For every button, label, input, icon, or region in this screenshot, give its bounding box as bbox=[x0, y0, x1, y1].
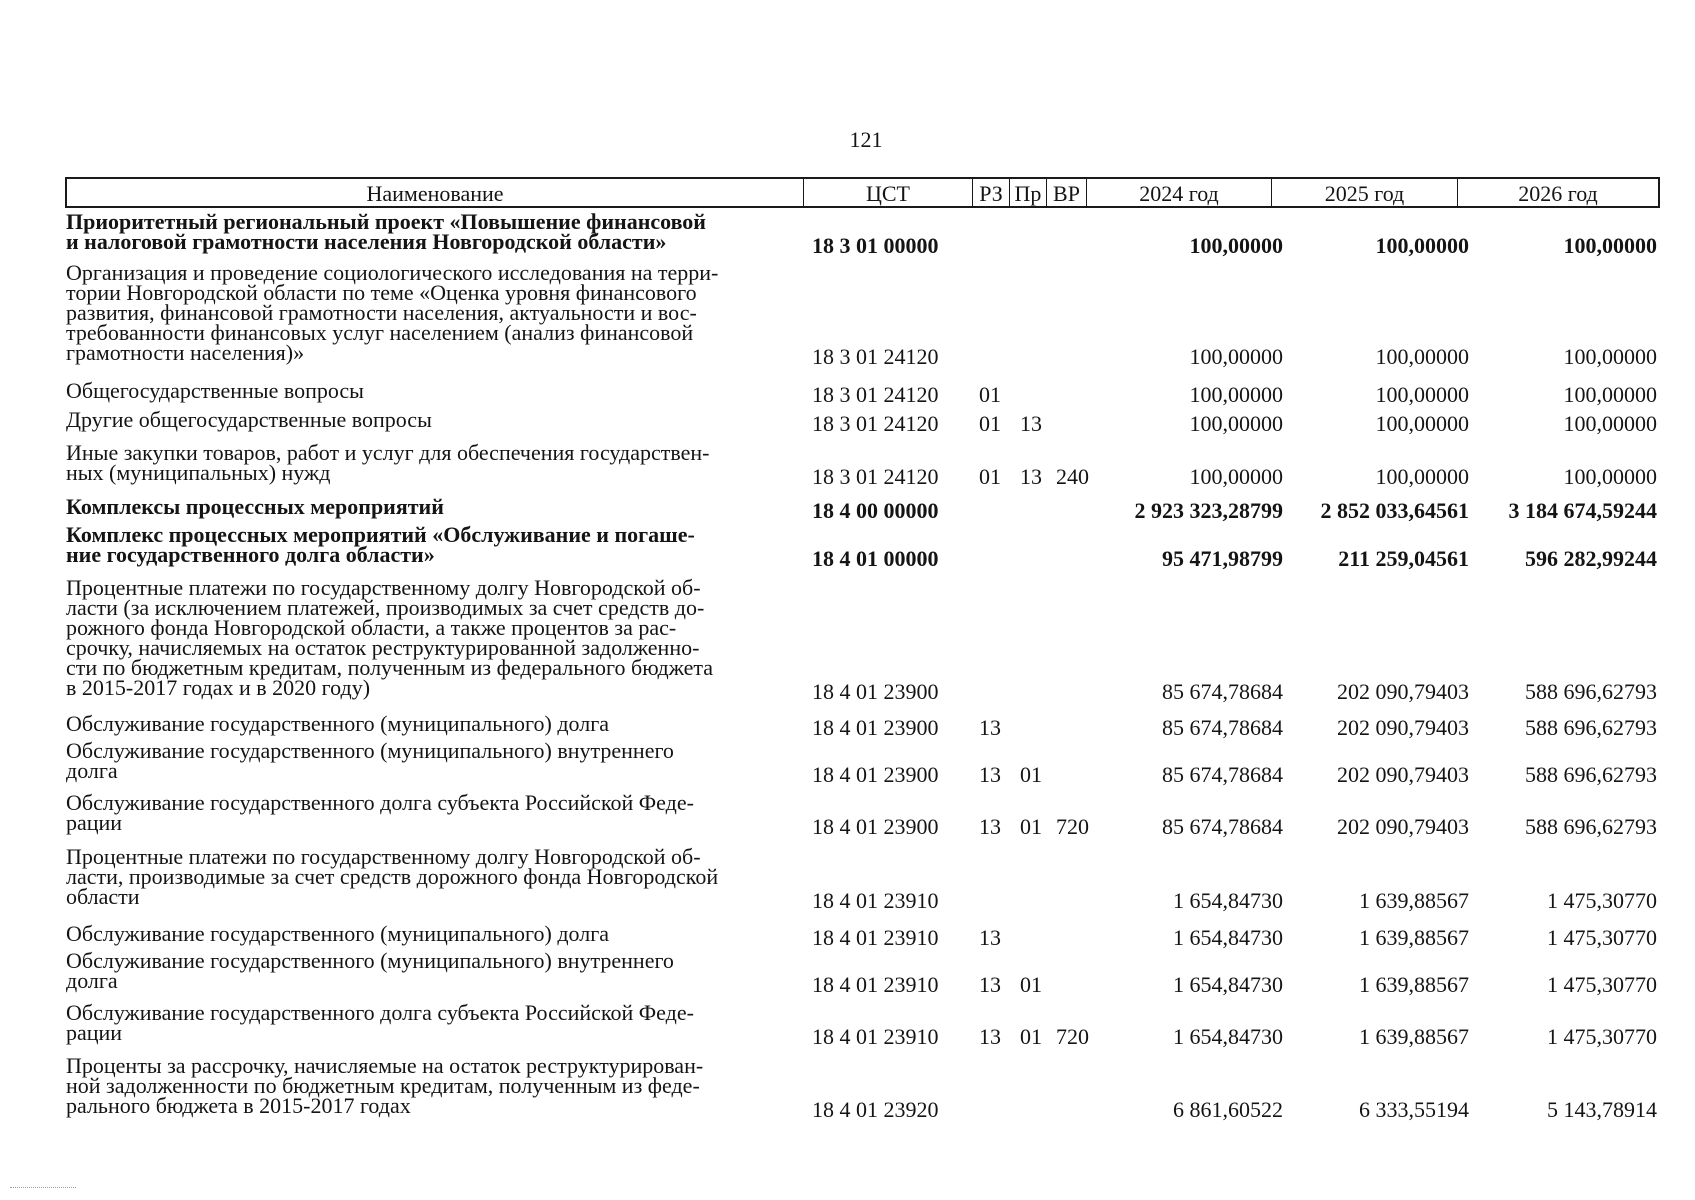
row-value-2026: 1 475,30770 bbox=[1547, 972, 1657, 997]
row-cst: 18 4 01 00000 bbox=[812, 546, 939, 571]
row-value-2025: 202 090,79403 bbox=[1337, 715, 1469, 740]
row-name-line: Общегосударственные вопросы bbox=[66, 378, 364, 403]
row-value-2026: 100,00000 bbox=[1563, 382, 1657, 407]
row-name-line: сти по бюджетным кредитам, полученным из федерального бюджета bbox=[66, 655, 714, 680]
row-value-2025: 211 259,04561 bbox=[1338, 546, 1469, 571]
row-name-line: в 2015-2017 годах и в 2020 году) bbox=[66, 675, 371, 700]
row-name-line: Организация и проведение социологического исследования на терри- bbox=[66, 260, 719, 285]
row-name-line: долга bbox=[66, 968, 118, 993]
row-name-line: развития, финансовой грамотности населения, актуальности и вос- bbox=[66, 300, 697, 325]
row-value-2024: 1 654,84730 bbox=[1173, 1024, 1283, 1049]
row-name-line: Процентные платежи по государственному долгу Новгородской об- bbox=[66, 575, 701, 600]
row-name-line: грамотности населения)» bbox=[66, 340, 305, 365]
row-rz: 13 bbox=[979, 762, 1001, 787]
row-rz: 13 bbox=[979, 715, 1001, 740]
row-value-2026: 1 475,30770 bbox=[1547, 1024, 1657, 1049]
row-pr: 01 bbox=[1020, 814, 1042, 839]
row-value-2024: 85 674,78684 bbox=[1162, 715, 1283, 740]
row-name-line: области bbox=[66, 884, 140, 909]
row-name bbox=[66, 1053, 806, 1118]
row-value-2024: 85 674,78684 bbox=[1162, 679, 1283, 704]
row-name-line: ние государственного долга области» bbox=[66, 542, 435, 567]
row-value-2025: 100,00000 bbox=[1375, 411, 1469, 436]
row-name-line: Комплексы процессных мероприятий bbox=[66, 494, 444, 519]
row-value-2026: 100,00000 bbox=[1563, 464, 1657, 489]
row-value-2026: 100,00000 bbox=[1563, 233, 1657, 258]
row-name-line: тории Новгородской области по теме «Оценка уровня финансового bbox=[66, 280, 697, 305]
row-value-2025: 100,00000 bbox=[1375, 344, 1469, 369]
row-rz: 13 bbox=[979, 925, 1001, 950]
row-pr: 01 bbox=[1020, 762, 1042, 787]
row-value-2024: 100,00000 bbox=[1189, 464, 1283, 489]
row-value-2025: 1 639,88567 bbox=[1359, 972, 1469, 997]
row-name-line: Другие общегосударственные вопросы bbox=[66, 407, 432, 432]
row-value-2024: 100,00000 bbox=[1189, 411, 1283, 436]
row-cst: 18 3 01 24120 bbox=[812, 382, 939, 407]
row-cst: 18 3 01 24120 bbox=[812, 411, 939, 436]
row-name-line: Иные закупки товаров, работ и услуг для обеспечения государствен- bbox=[66, 440, 710, 465]
row-value-2025: 202 090,79403 bbox=[1337, 814, 1469, 839]
row-name bbox=[66, 738, 806, 783]
row-value-2024: 85 674,78684 bbox=[1162, 762, 1283, 787]
row-cst: 18 3 01 00000 bbox=[812, 233, 939, 258]
row-vr: 720 bbox=[1056, 1024, 1089, 1049]
row-value-2025: 2 852 033,64561 bbox=[1320, 498, 1469, 523]
row-value-2026: 596 282,99244 bbox=[1525, 546, 1657, 571]
row-name-line: срочку, начисляемых на остаток реструктурированной задолженно- bbox=[66, 635, 700, 660]
row-cst: 18 3 01 24120 bbox=[812, 344, 939, 369]
row-name bbox=[66, 522, 806, 567]
row-value-2024: 85 674,78684 bbox=[1162, 814, 1283, 839]
row-name-line: Обслуживание государственного долга субъекта Российской Феде- bbox=[66, 790, 694, 815]
row-name-line: ной задолженности по бюджетным кредитам, полученным из феде- bbox=[66, 1073, 700, 1098]
row-name bbox=[66, 575, 806, 700]
row-value-2025: 202 090,79403 bbox=[1337, 679, 1469, 704]
row-name-line: Обслуживание государственного (муниципального) внутреннего bbox=[66, 738, 674, 763]
row-value-2025: 1 639,88567 bbox=[1359, 925, 1469, 950]
row-value-2024: 100,00000 bbox=[1189, 233, 1283, 258]
row-rz: 01 bbox=[979, 464, 1001, 489]
row-value-2024: 95 471,98799 bbox=[1162, 546, 1283, 571]
row-rz: 13 bbox=[979, 814, 1001, 839]
row-cst: 18 4 01 23900 bbox=[812, 762, 939, 787]
header-cst: ЦСТ bbox=[803, 179, 972, 206]
row-name-line: Обслуживание государственного (муниципального) долга bbox=[66, 921, 610, 946]
row-name-line: ных (муниципальных) нужд bbox=[66, 460, 331, 485]
row-cst: 18 3 01 24120 bbox=[812, 464, 939, 489]
row-name-line: рожного фонда Новгородской области, а также процентов за рас- bbox=[66, 615, 677, 640]
row-value-2024: 100,00000 bbox=[1189, 382, 1283, 407]
row-cst: 18 4 00 00000 bbox=[812, 498, 939, 523]
row-cst: 18 4 01 23900 bbox=[812, 814, 939, 839]
row-value-2026: 1 475,30770 bbox=[1547, 925, 1657, 950]
row-value-2026: 5 143,78914 bbox=[1547, 1097, 1657, 1122]
row-name bbox=[66, 378, 806, 403]
row-value-2026: 588 696,62793 bbox=[1525, 679, 1657, 704]
row-name-line: долга bbox=[66, 758, 118, 783]
scan-artifact bbox=[10, 1187, 76, 1190]
row-name-line: требованности финансовых услуг населением (анализ финансовой bbox=[66, 320, 694, 345]
header-rz: РЗ bbox=[972, 179, 1009, 206]
row-value-2026: 588 696,62793 bbox=[1525, 762, 1657, 787]
row-cst: 18 4 01 23900 bbox=[812, 679, 939, 704]
row-cst: 18 4 01 23910 bbox=[812, 888, 939, 913]
header-pr: Пр bbox=[1009, 179, 1046, 206]
row-value-2025: 6 333,55194 bbox=[1359, 1097, 1469, 1122]
row-value-2025: 1 639,88567 bbox=[1359, 1024, 1469, 1049]
row-value-2026: 3 184 674,59244 bbox=[1508, 498, 1657, 523]
row-value-2026: 1 475,30770 bbox=[1547, 888, 1657, 913]
header-name: Наименование bbox=[366, 181, 504, 206]
row-name bbox=[66, 790, 806, 835]
row-name bbox=[66, 711, 806, 736]
row-cst: 18 4 01 23910 bbox=[812, 1024, 939, 1049]
row-name bbox=[66, 407, 806, 432]
row-name-line: Обслуживание государственного (муниципального) внутреннего bbox=[66, 948, 674, 973]
row-value-2026: 588 696,62793 bbox=[1525, 715, 1657, 740]
row-cst: 18 4 01 23910 bbox=[812, 972, 939, 997]
row-rz: 13 bbox=[979, 1024, 1001, 1049]
row-name-line: Обслуживание государственного долга субъекта Российской Феде- bbox=[66, 1000, 694, 1025]
row-vr: 240 bbox=[1056, 464, 1089, 489]
row-pr: 01 bbox=[1020, 1024, 1042, 1049]
row-name-line: Комплекс процессных мероприятий «Обслуживание и погаше- bbox=[66, 522, 695, 547]
row-value-2025: 100,00000 bbox=[1375, 382, 1469, 407]
header-2024: 2024 год bbox=[1086, 179, 1271, 206]
row-value-2025: 100,00000 bbox=[1375, 233, 1469, 258]
row-name bbox=[66, 494, 806, 519]
row-value-2026: 100,00000 bbox=[1563, 411, 1657, 436]
table-header bbox=[65, 177, 1660, 208]
row-value-2024: 1 654,84730 bbox=[1173, 925, 1283, 950]
row-vr: 720 bbox=[1056, 814, 1089, 839]
row-name bbox=[66, 1000, 806, 1045]
row-name-line: ласти, производимые за счет средств дорожного фонда Новгородской bbox=[66, 864, 719, 889]
header-2025: 2025 год bbox=[1271, 179, 1457, 206]
row-value-2024: 2 923 323,28799 bbox=[1134, 498, 1283, 523]
row-name bbox=[66, 844, 806, 909]
row-name bbox=[66, 921, 806, 946]
row-value-2024: 1 654,84730 bbox=[1173, 972, 1283, 997]
row-name-line: рации bbox=[66, 810, 123, 835]
row-name-line: Обслуживание государственного (муниципального) долга bbox=[66, 711, 610, 736]
row-value-2025: 202 090,79403 bbox=[1337, 762, 1469, 787]
row-name-line: Проценты за рассрочку, начисляемые на остаток реструктурирован- bbox=[66, 1053, 704, 1078]
row-name-line: ласти (за исключением платежей, производимых за счет средств до- bbox=[66, 595, 705, 620]
row-pr: 13 bbox=[1020, 411, 1042, 436]
row-cst: 18 4 01 23910 bbox=[812, 925, 939, 950]
row-name-line: Процентные платежи по государственному долгу Новгородской об- bbox=[66, 844, 701, 869]
row-value-2025: 100,00000 bbox=[1375, 464, 1469, 489]
row-value-2024: 1 654,84730 bbox=[1173, 888, 1283, 913]
row-name bbox=[66, 948, 806, 993]
row-cst: 18 4 01 23920 bbox=[812, 1097, 939, 1122]
row-name-line: Приоритетный региональный проект «Повышение финансовой bbox=[66, 209, 706, 234]
page-number: 121 bbox=[849, 127, 883, 152]
row-pr: 13 bbox=[1020, 464, 1042, 489]
row-cst: 18 4 01 23900 bbox=[812, 715, 939, 740]
row-value-2025: 1 639,88567 bbox=[1359, 888, 1469, 913]
header-vr: ВР bbox=[1046, 179, 1086, 206]
row-rz: 01 bbox=[979, 411, 1001, 436]
row-value-2024: 100,00000 bbox=[1189, 344, 1283, 369]
row-pr: 01 bbox=[1020, 972, 1042, 997]
row-value-2026: 588 696,62793 bbox=[1525, 814, 1657, 839]
row-rz: 13 bbox=[979, 972, 1001, 997]
row-name bbox=[66, 440, 806, 485]
row-name-line: рального бюджета в 2015-2017 годах bbox=[66, 1093, 411, 1118]
row-name-line: и налоговой грамотности населения Новгородской области» bbox=[66, 229, 667, 254]
row-name bbox=[66, 260, 806, 365]
row-rz: 01 bbox=[979, 382, 1001, 407]
row-value-2026: 100,00000 bbox=[1563, 344, 1657, 369]
row-name bbox=[66, 209, 806, 254]
header-2026: 2026 год bbox=[1457, 179, 1658, 206]
row-value-2024: 6 861,60522 bbox=[1173, 1097, 1283, 1122]
row-name-line: рации bbox=[66, 1020, 123, 1045]
